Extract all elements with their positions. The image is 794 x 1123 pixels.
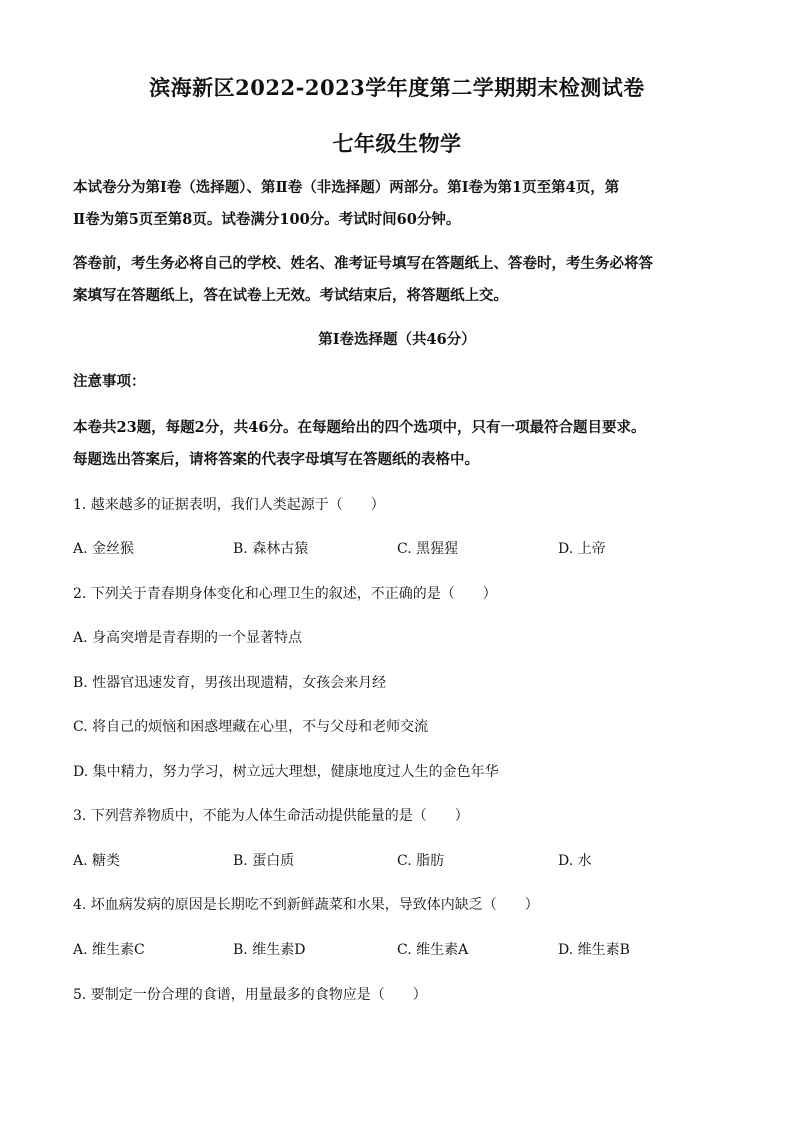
- notes-label: 注意事项：: [73, 373, 146, 390]
- exam-title: 滨海新区2022-2023学年度第二学期期末检测试卷: [149, 75, 645, 100]
- option-a: A. 身高突增是青春期的一个显著特点: [73, 630, 303, 646]
- option-d: D. 维生素B: [558, 942, 630, 958]
- option-b: B. 性器官迅速发育，男孩出现遗精，女孩会来月经: [73, 675, 387, 691]
- option-a: A. 维生素C: [73, 942, 145, 958]
- question-1-stem: 1. 越来越多的证据表明，我们人类起源于（ ）: [73, 497, 385, 513]
- option-c: C. 维生素A: [397, 942, 469, 958]
- notes-line: 本卷共23题，每题2分，共46分。在每题给出的四个选项中，只有一项最符合题目要求。: [73, 419, 646, 436]
- option-c: C. 黑猩猩: [397, 541, 459, 557]
- notes-paragraph: [73, 412, 723, 476]
- question-5-stem: 5. 要制定一份合理的食谱，用量最多的食物应是（ ）: [73, 987, 427, 1003]
- intro-paragraph-2: [73, 248, 723, 312]
- option-b: B. 森林古猿: [233, 541, 309, 557]
- question-2-stem: 2. 下列关于青春期身体变化和心理卫生的叙述，不正确的是（ ）: [73, 586, 497, 602]
- section-heading: 第Ⅰ卷选择题（共46分）: [318, 331, 476, 348]
- question-3-stem: 3. 下列营养物质中，不能为人体生命活动提供能量的是（ ）: [73, 808, 469, 824]
- option-a: A. 金丝猴: [73, 541, 135, 557]
- intro-line: 案填写在答题纸上，答在试卷上无效。考试结束后，将答题纸上交。: [73, 287, 508, 304]
- option-d: D. 水: [558, 853, 592, 869]
- question-1-options: [0, 538, 794, 558]
- question-4-stem: 4. 坏血病发病的原因是长期吃不到新鲜蔬菜和水果，导致体内缺乏（ ）: [73, 897, 539, 913]
- option-d: D. 集中精力，努力学习，树立远大理想，健康地度过人生的金色年华: [73, 764, 499, 780]
- intro-line: 答卷前，考生务必将自己的学校、姓名、准考证号填写在答题纸上、答卷时，考生务必将答: [73, 255, 653, 272]
- option-a: A. 糖类: [73, 853, 121, 869]
- question-3-options: [0, 850, 794, 870]
- question-4-options: [0, 939, 794, 959]
- exam-subtitle: 七年级生物学: [332, 131, 462, 156]
- option-b: B. 蛋白质: [233, 853, 295, 869]
- intro-line: Ⅱ卷为第5页至第8页。试卷满分100分。考试时间60分钟。: [73, 211, 461, 228]
- intro-paragraph-1: [73, 172, 723, 236]
- intro-line: 本试卷分为第Ⅰ卷（选择题）、第Ⅱ卷（非选择题）两部分。第Ⅰ卷为第1页至第4页，第: [73, 179, 620, 196]
- option-d: D. 上帝: [558, 541, 606, 557]
- notes-line: 每题选出答案后，请将答案的代表字母填写在答题纸的表格中。: [73, 451, 479, 468]
- option-c: C. 脂肪: [397, 853, 445, 869]
- option-b: B. 维生素D: [233, 942, 306, 958]
- option-c: C. 将自己的烦恼和困惑埋藏在心里，不与父母和老师交流: [73, 719, 429, 735]
